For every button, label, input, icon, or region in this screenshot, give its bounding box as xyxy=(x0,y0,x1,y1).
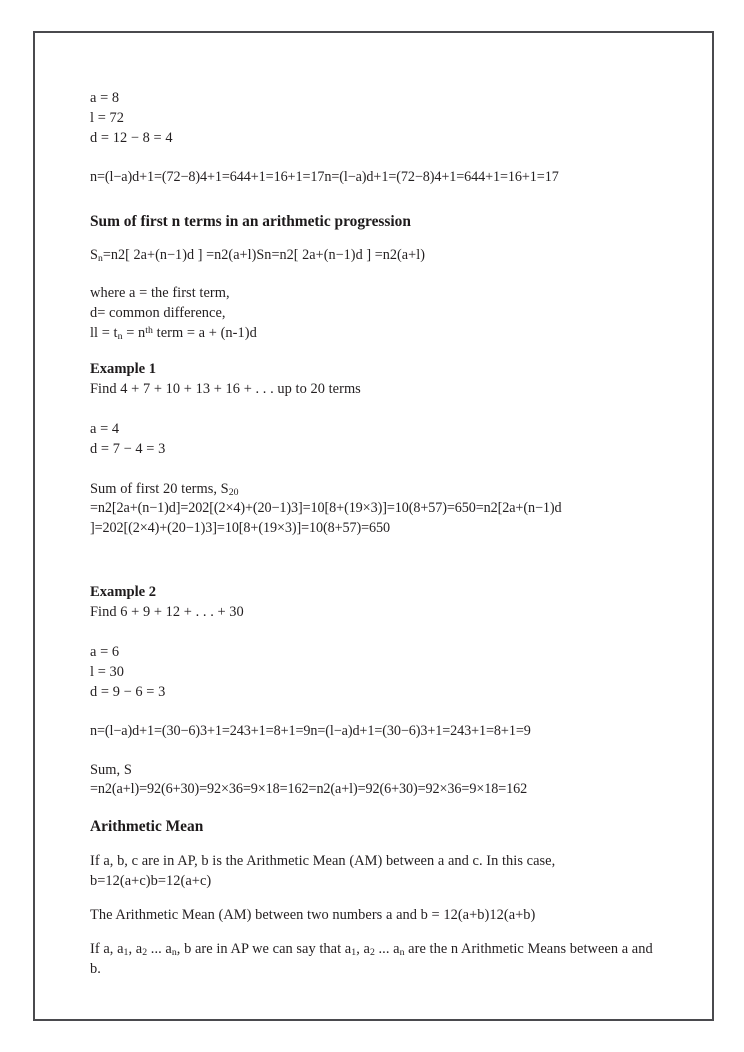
example-2-value-d: d = 9 − 6 = 3 xyxy=(90,684,166,700)
definition-nth-term xyxy=(90,323,660,343)
example-2-formula-n: n=(l−a)d+1=(30−6)3+1=243+1=8+1=9n=(l−a)d+1=(30−6)3+1=243+1=8+1=9 xyxy=(90,723,531,739)
definition-first-term: where a = the first term, xyxy=(90,285,230,301)
section-heading-arithmetic-mean: Arithmetic Mean xyxy=(90,818,204,835)
given-value-a: a = 8 xyxy=(90,90,120,106)
example-2-heading: Example 2 xyxy=(90,584,157,600)
document-content xyxy=(90,88,660,979)
example-1-value-a: a = 4 xyxy=(90,421,120,437)
formula-sum-sn xyxy=(90,246,660,266)
am-p3-seg-6: ... a xyxy=(374,941,400,957)
am-p3-seg-4: , b are in AP we can say that a xyxy=(176,941,352,957)
example-1-sum-label-text: Sum of first 20 terms, S xyxy=(90,481,229,497)
example-2-sum-solution: =n2(a+l)=92(6+30)=92×36=9×18=162=n2(a+l)=92(6+30)=92×36=9×18=162 xyxy=(90,780,528,797)
nth-term-sup-th: th xyxy=(145,324,153,336)
example-1-heading: Example 1 xyxy=(90,361,157,377)
example-2-sum-label: Sum, S xyxy=(90,761,132,778)
formula-sn-symbol: S xyxy=(90,246,98,263)
nth-term-prefix: ll = t xyxy=(90,325,118,341)
given-value-l: l = 72 xyxy=(90,110,124,126)
am-p3-sub-1: 1 xyxy=(123,947,129,959)
am-p3-seg-7: are the n Arithmetic Means between a and b. xyxy=(90,941,657,977)
given-value-d: d = 12 − 8 = 4 xyxy=(90,130,173,146)
page-border-frame xyxy=(33,31,714,1021)
am-p3-sub-6: n xyxy=(399,947,405,959)
arithmetic-mean-paragraph-1: If a, b, c are in AP, b is the Arithmetic Mean (AM) between a and c. In this case, b=12(a+c)b=12(a+c) xyxy=(90,853,559,889)
nth-term-post: term = a + (n-1)d xyxy=(153,325,257,341)
example-1-problem: Find 4 + 7 + 10 + 13 + 16 + . . . up to 20 terms xyxy=(90,381,361,397)
example-2-value-l: l = 30 xyxy=(90,664,124,680)
example-1-sum-label xyxy=(90,479,660,499)
example-1-sum-subscript: 20 xyxy=(228,487,239,499)
nth-term-sub-n: n xyxy=(117,331,123,343)
am-p3-sub-5: 2 xyxy=(369,947,375,959)
am-p3-seg-1: If a, a xyxy=(90,941,124,957)
example-1-solution-line-1: =n2[2a+(n−1)d]=202[(2×4)+(20−1)3]=10[8+(19×3)]=10(8+57)=650=n2[2a+(n−1)d xyxy=(90,500,562,516)
example-1-value-d: d = 7 − 4 = 3 xyxy=(90,441,166,457)
example-2-value-a: a = 6 xyxy=(90,644,120,660)
nth-term-mid: = n xyxy=(122,325,146,341)
definition-common-difference: d= common difference, xyxy=(90,305,226,321)
am-p3-seg-2: , a xyxy=(128,941,143,957)
formula-sn-subscript: n xyxy=(97,252,103,264)
arithmetic-mean-paragraph-2: The Arithmetic Mean (AM) between two numbers a and b = 12(a+b)12(a+b) xyxy=(90,907,536,923)
section-heading-sum-of-first-n-terms: Sum of first n terms in an arithmetic progression xyxy=(90,212,411,230)
example-2-problem: Find 6 + 9 + 12 + . . . + 30 xyxy=(90,604,244,620)
formula-sn-body: =n2[ 2a+(n−1)d ] =n2(a+l)Sn=n2[ 2a+(n−1)d ] =n2(a+l) xyxy=(102,246,425,263)
am-p3-seg-5: , a xyxy=(356,941,370,957)
am-p3-sub-3: n xyxy=(171,947,177,959)
am-p3-seg-3: ... a xyxy=(147,941,172,957)
arithmetic-mean-paragraph-3 xyxy=(90,939,660,979)
am-p3-sub-4: 1 xyxy=(351,947,357,959)
example-1-solution-line-2: ]=202[(2×4)+(20−1)3]=10[8+(19×3)]=10(8+57)=650 xyxy=(90,519,390,536)
am-p3-sub-2: 2 xyxy=(142,947,148,959)
formula-n-terms-top: n=(l−a)d+1=(72−8)4+1=644+1=16+1=17n=(l−a)d+1=(72−8)4+1=644+1=16+1=17 xyxy=(90,169,559,185)
